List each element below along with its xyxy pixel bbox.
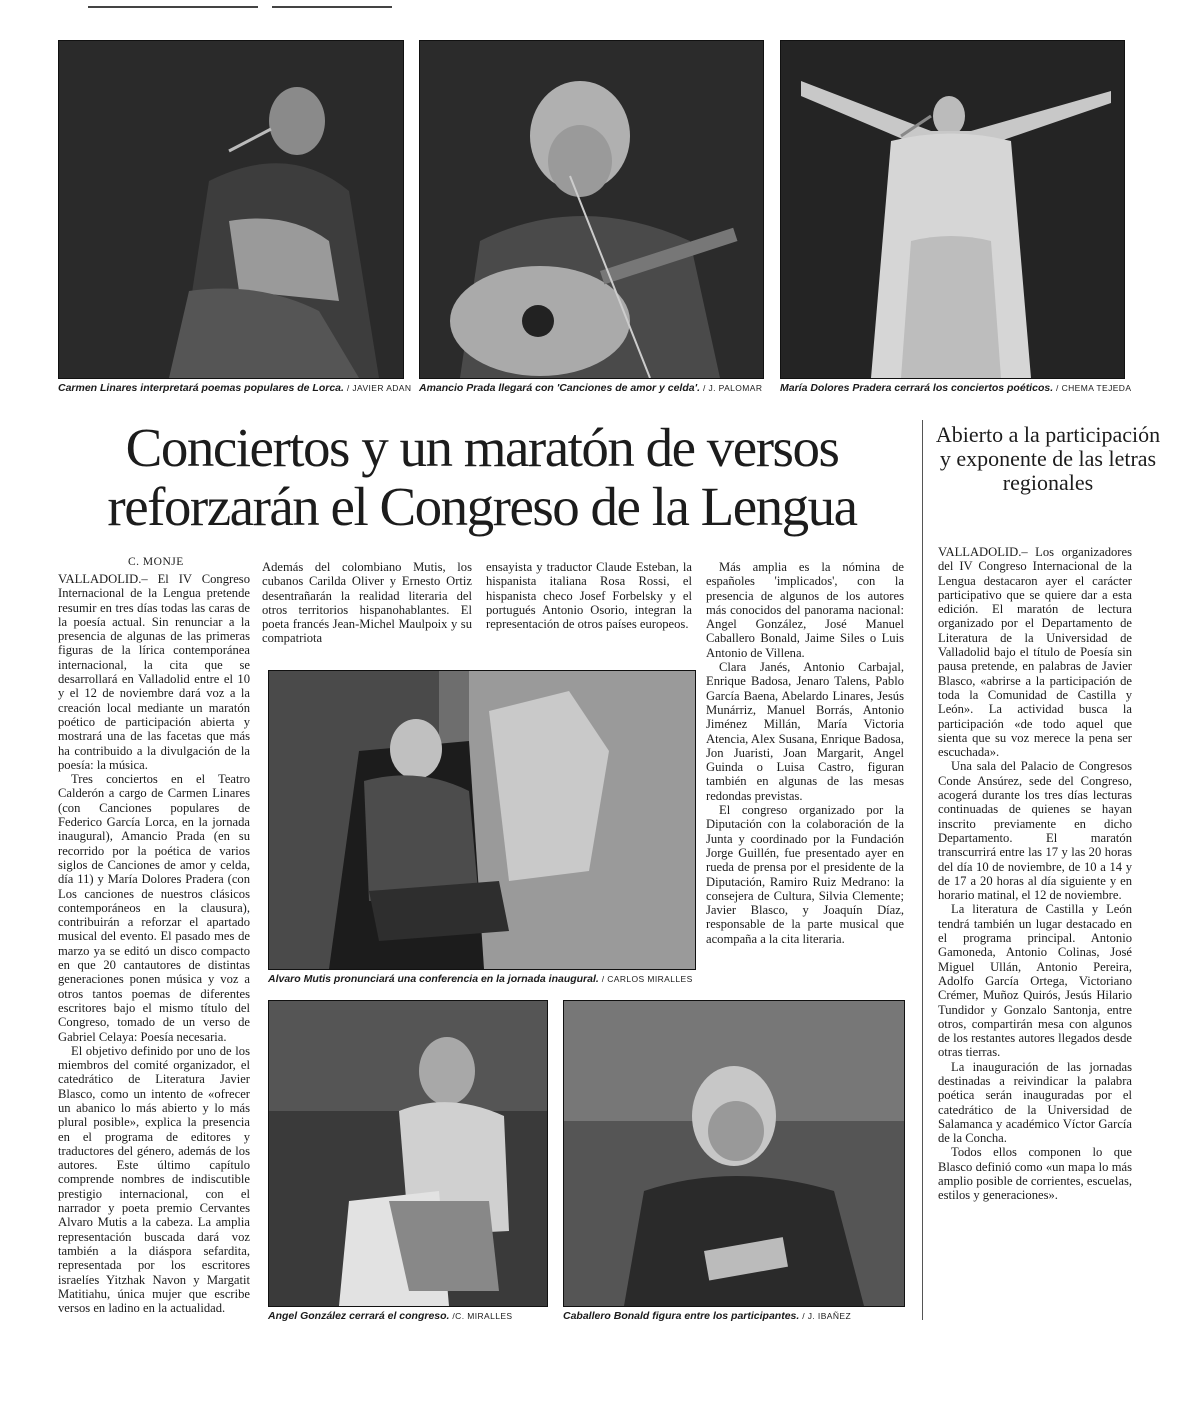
headline-line-2: reforzarán el Congreso de la Lengua bbox=[107, 476, 857, 537]
article-column-2 bbox=[262, 560, 472, 646]
photo-amancio-prada bbox=[419, 40, 764, 379]
caption-text: Amancio Prada llegará con 'Canciones de amor y celda'. bbox=[419, 382, 701, 394]
caption-text: María Dolores Pradera cerrará los conciertos poéticos. bbox=[780, 382, 1054, 394]
caption-text: Angel González cerrará el congreso. bbox=[268, 1310, 450, 1322]
sidebar-headline: Abierto a la participación y exponente de las letras regionales bbox=[935, 422, 1161, 495]
photo-credit: / CHEMA TEJEDA bbox=[1056, 383, 1132, 393]
paragraph: Clara Janés, Antonio Carbajal, Enrique Badosa, Jenaro Talens, Pablo García Baena, Abelardo Linares, Jesús Munárriz, Manuel Borrás, Antonio Jiménez Millán, María Victoria Atencia, Alex Susana, Enrique Badosa, Jon Juaristi, Joan Margarit, Angel Guinda o Luisa Castro, figuran también en algunas de las mesas redondas previstas. bbox=[706, 660, 904, 803]
caption-gonzalez bbox=[268, 1310, 512, 1323]
photo-credit: / J. IBAÑEZ bbox=[802, 1311, 852, 1321]
caption-pradera bbox=[780, 382, 1131, 395]
photo-credit: / CARLOS MIRALLES bbox=[601, 974, 693, 984]
main-headline bbox=[52, 418, 912, 536]
paragraph: VALLADOLID.– El IV Congreso Internacional de la Lengua pretende resumir en tres días todas las caras de la poesía actual. Sin renunciar a la presencia de algunas de las primeras figuras de la lírica contemporánea internacional, la cita que se desarrollará en Valladolid entre el 10 y el 12 de noviembre dará voz a la creación local mediante un maratón poético de participación abierta y mostrará una de las facetas que más ha contribuido a la divulgación de la poesía: la música. bbox=[58, 572, 250, 772]
sidebar-divider bbox=[922, 420, 923, 1320]
paragraph: El congreso organizado por la Diputación con la colaboración de la Junta y coordinado por la Fundación Jorge Guillén, fue presentado ayer en rueda de prensa por el presidente de la Diputación, Ramiro Ruiz Medrano: la consejera de Cultura, Silvia Clemente; Javier Blasco, y Joaquín Díaz, responsable de la parte musical que acompaña a la cita literaria. bbox=[706, 803, 904, 946]
photo-angel-gonzalez bbox=[268, 1000, 548, 1307]
caption-linares bbox=[58, 382, 411, 395]
paragraph: Una sala del Palacio de Congresos Conde Ansúrez, sede del Congreso, acogerá durante los tres días lecturas continuadas de quienes se hayan inscrito previamente en dicho Departamento. El maratón transcurrirá entre las 17 y las 20 horas del día 10 de noviembre, de 10 a 14 y de 17 a 20 horas al día siguiente y en horario matinal, el 12 de noviembre. bbox=[938, 759, 1132, 903]
paragraph: Más amplia es la nómina de españoles 'implicados', con la presencia de algunos de los autores más conocidos del panorama nacional: Angel González, José Manuel Caballero Bonald, Jaime Siles o Luis Antonio de Villena. bbox=[706, 560, 904, 660]
article-column-1 bbox=[58, 572, 250, 1315]
photo-alvaro-mutis bbox=[268, 670, 696, 970]
caption-mutis bbox=[268, 973, 693, 986]
caption-prada bbox=[419, 382, 762, 395]
paragraph: VALLADOLID.– Los organizadores del IV Congreso Internacional de la Lengua destacaron ayer el carácter participativo que se quiere dar a esta edición. El maratón de lectura organizado por el Departamento de Literatura de la Universidad de Valladolid bajo el título de Poesía sin pausa pretende, en palabras de Javier Blasco, «abrirse a la participación de toda la Comunidad de Castilla y León». La actividad busca la participación «de todo aquel que sienta que su voz merece la pena ser escuchada». bbox=[938, 545, 1132, 760]
caption-bonald bbox=[563, 1310, 851, 1323]
top-rule-mid bbox=[272, 6, 392, 8]
article-column-4 bbox=[706, 560, 904, 946]
caption-text: Alvaro Mutis pronunciará una conferencia en la jornada inaugural. bbox=[268, 973, 599, 985]
paragraph: Además del colombiano Mutis, los cubanos Carilda Oliver y Ernesto Ortiz desentrañarán la realidad literaria del otros territorios hispanohablantes. El poeta francés Jean-Michel Maulpoix y su compatriota bbox=[262, 560, 472, 646]
sidebar-column bbox=[938, 545, 1132, 1203]
article-column-3 bbox=[486, 560, 692, 631]
paragraph: La inauguración de las jornadas destinadas a reivindicar la palabra poética serán inauguradas por el catedrático de la Universidad de Salamanca y académico Víctor García de la Concha. bbox=[938, 1059, 1132, 1146]
caption-text: Caballero Bonald figura entre los participantes. bbox=[563, 1310, 800, 1322]
headline-line-1: Conciertos y un maratón de versos bbox=[125, 417, 839, 478]
byline: C. MONJE bbox=[128, 556, 184, 568]
paragraph: El objetivo definido por uno de los miembros del comité organizador, el catedrático de Literatura Javier Blasco, como un intento de «ofrecer un abanico lo más abierto y lo más plural posible», explica la presencia en el programa de editores y traductores del género, además de los autores. Este último capítulo comprende nombres de indiscutible prestigio internacional, con el narrador y poeta premio Cervantes Alvaro Mutis a la cabeza. La amplia representación buscada dará voz también a la diáspora sefardita, representada por los escritores israelíes Yitzhak Navon y Margatit Matitiahu, única mujer que escribe versos en ladino en la actualidad. bbox=[58, 1043, 250, 1316]
paragraph: Tres conciertos en el Teatro Calderón a cargo de Carmen Linares (con Canciones populares de Federico García Lorca, en la jornada inaugural), Amancio Prada (en su recorrido por la poética de varios siglos de Canciones de amor y celda, día 11) y María Dolores Pradera (con Los canciones de nuestros clásicos contemporáneos en la clausura), contribuirán a reforzar el apartado musical del evento. El pasado mes de marzo ya se editó un disco compacto en que 20 cantautores de distintas generaciones ponen música y voz a otros tantos poemas de diferentes escritores bajo el mismo título del Congreso, tomado de un verso de Gabriel Celaya: Poesía necesaria. bbox=[58, 772, 250, 1044]
photo-credit: / J. PALOMAR bbox=[702, 383, 763, 393]
photo-carmen-linares bbox=[58, 40, 404, 379]
top-rule-left bbox=[88, 6, 258, 8]
paragraph: La literatura de Castilla y León tendrá también un lugar destacado en el programa principal. Antonio Gamoneda, Antonio Colinas, José Miguel Ullán, Antonio Pereira, Adolfo García Ortega, Victoriano Crémer, Muñoz Quirós, Jesús Hilario Tundidor y Gonzalo Santonja, entre otros, compartirán mesa con algunos de los restantes autores llegados desde otras tierras. bbox=[938, 902, 1132, 1060]
photo-caballero-bonald bbox=[563, 1000, 905, 1307]
paragraph: ensayista y traductor Claude Esteban, la hispanista italiana Rosa Rossi, el hispanista checo Josef Forbelsky y el portugués Antonio Osorio, integran la representación de otros países europeos. bbox=[486, 560, 692, 632]
photo-credit: /C. MIRALLES bbox=[452, 1311, 513, 1321]
caption-text: Carmen Linares interpretará poemas populares de Lorca. bbox=[58, 382, 344, 394]
photo-maria-dolores-pradera bbox=[780, 40, 1125, 379]
paragraph: Todos ellos componen lo que Blasco definió como «un mapa lo más amplio posible de corrientes, escuelas, estilos y generaciones». bbox=[938, 1145, 1132, 1203]
photo-credit: / JAVIER ADAN bbox=[346, 383, 412, 393]
